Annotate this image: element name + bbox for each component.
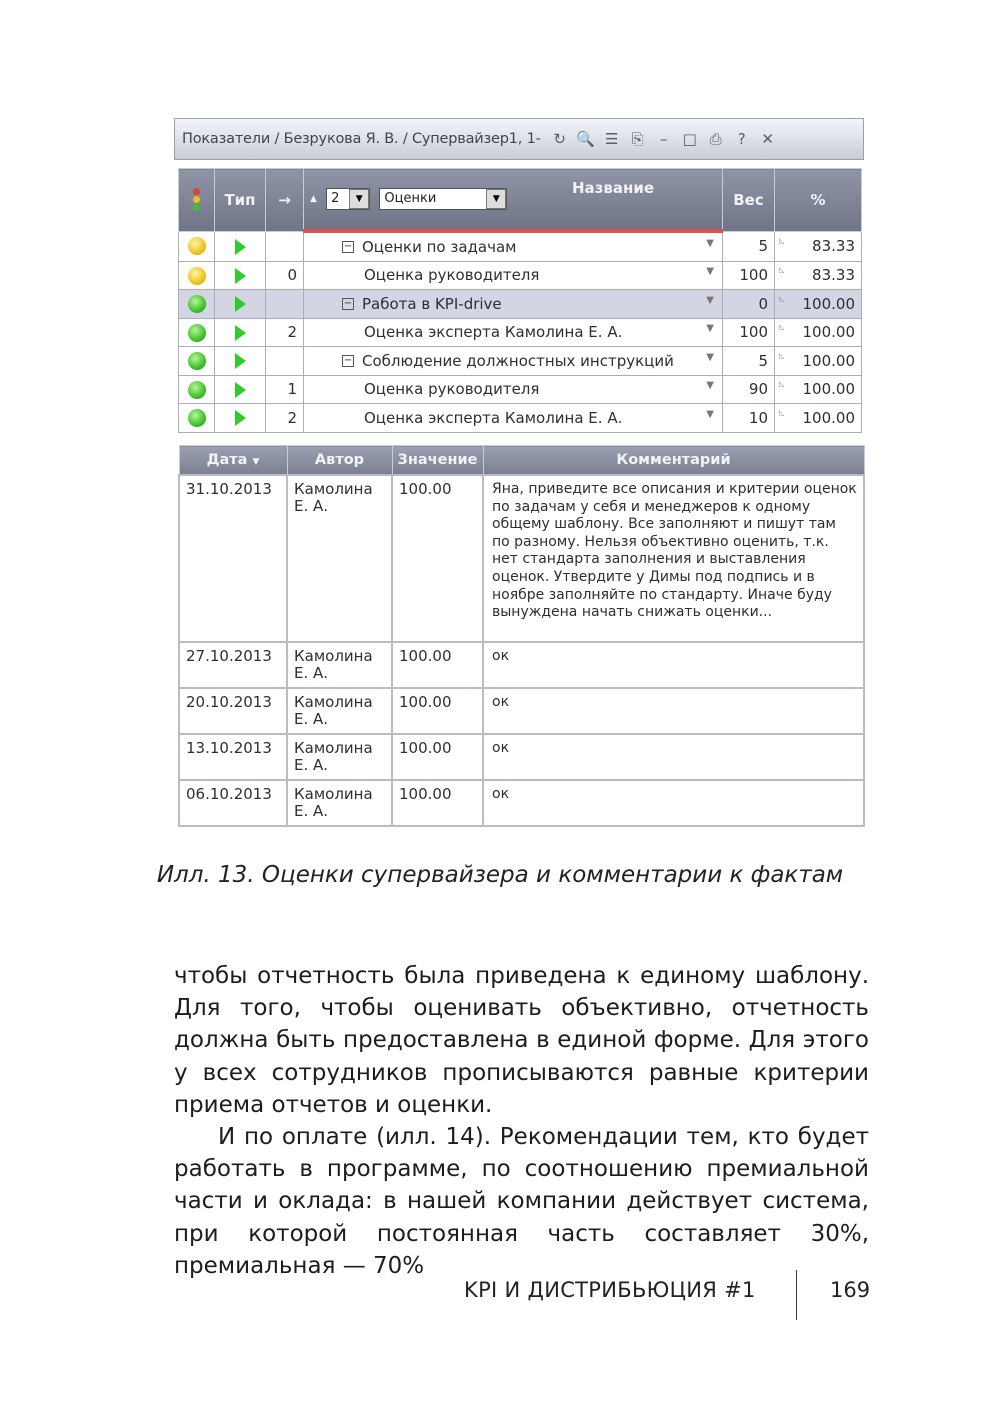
corner-mark-icon: ◺ [779, 323, 785, 332]
indicator-name-cell[interactable] [304, 261, 723, 290]
indicator-name-cell[interactable] [304, 375, 723, 404]
play-icon[interactable] [235, 268, 246, 284]
order-cell: 2 [266, 318, 304, 347]
type-cell[interactable] [215, 404, 266, 433]
percent-value: 100.00 [802, 294, 855, 313]
play-icon[interactable] [235, 353, 246, 369]
comment-column-header[interactable]: Комментарий [483, 446, 864, 476]
weight-cell[interactable]: 100 [723, 261, 775, 290]
play-icon[interactable] [235, 296, 246, 312]
dropdown-arrow-icon[interactable]: ▼ [706, 408, 714, 420]
comment-cell: ок [483, 688, 864, 734]
indicator-name: Оценка эксперта Камолина Е. А. [364, 408, 623, 427]
status-cell [179, 261, 215, 290]
search-icon[interactable]: 🔍 [576, 130, 596, 148]
name-column-label: Название [572, 179, 655, 197]
date-column-header[interactable] [179, 446, 287, 476]
indicator-row[interactable] [179, 347, 862, 376]
date-cell: 06.10.2013 [179, 780, 287, 826]
type-cell[interactable] [215, 318, 266, 347]
percent-cell [775, 261, 862, 290]
percent-value: 100.00 [802, 351, 855, 370]
play-icon[interactable] [235, 382, 246, 398]
refresh-icon[interactable]: ↻ [553, 130, 566, 148]
author-column-header[interactable]: Автор [287, 446, 392, 476]
weight-cell[interactable]: 100 [723, 318, 775, 347]
indicator-name-cell[interactable] [304, 404, 723, 433]
weight-cell[interactable]: 90 [723, 375, 775, 404]
comment-row[interactable] [179, 734, 864, 780]
status-cell [179, 347, 215, 376]
arrow-column-header[interactable]: → [266, 169, 304, 232]
dropdown-arrow-icon[interactable]: ▼ [706, 294, 714, 306]
sort-up-icon[interactable]: ▲ [310, 194, 317, 204]
status-green-icon [188, 381, 206, 399]
order-cell: 0 [266, 261, 304, 290]
indicator-name-cell[interactable] [304, 231, 723, 261]
indicator-name: Оценка руководителя [364, 380, 540, 399]
indicator-name-cell[interactable] [304, 318, 723, 347]
weight-cell[interactable]: 5 [723, 347, 775, 376]
footer-divider [796, 1270, 797, 1320]
comment-row[interactable] [179, 688, 864, 734]
dropdown-arrow-icon[interactable]: ▼ [706, 266, 714, 278]
collapse-icon[interactable]: − [343, 298, 353, 310]
help-icon[interactable]: ? [737, 130, 746, 148]
indicator-row[interactable] [179, 290, 862, 319]
window-titlebar [174, 118, 864, 160]
indicator-name-cell[interactable] [304, 290, 723, 319]
indicator-name: Оценка руководителя [364, 266, 540, 285]
weight-cell[interactable]: 0 [723, 290, 775, 319]
weight-cell[interactable]: 5 [723, 231, 775, 261]
indicator-row[interactable] [179, 404, 862, 433]
status-cell [179, 231, 215, 261]
status-green-icon [188, 409, 206, 427]
traffic-light-icon [193, 188, 200, 211]
value-cell: 100.00 [392, 688, 483, 734]
level-select-value: 2 [331, 191, 340, 206]
status-yellow-icon [188, 237, 206, 255]
percent-value: 100.00 [802, 323, 855, 342]
value-cell: 100.00 [392, 734, 483, 780]
figure-caption: Илл. 13. Оценки супервайзера и комментарии к фактам [156, 862, 844, 888]
percent-value: 83.33 [812, 237, 855, 255]
type-cell[interactable] [215, 261, 266, 290]
percent-cell [775, 290, 862, 319]
dropdown-arrow-icon[interactable]: ▼ [706, 323, 714, 335]
percent-value: 100.00 [802, 408, 855, 427]
percent-column-header[interactable]: % [775, 169, 862, 232]
group-select-value: Оценки [384, 191, 437, 206]
author-cell: Камолина Е. А. [287, 688, 392, 734]
author-cell: Камолина Е. А. [287, 475, 392, 642]
chevron-down-icon[interactable]: ▼ [349, 189, 369, 209]
maximize-icon[interactable]: □ [682, 130, 697, 148]
play-icon[interactable] [235, 325, 246, 341]
indicators-header-row [179, 169, 862, 232]
type-cell[interactable] [215, 347, 266, 376]
comment-cell: ок [483, 780, 864, 826]
type-cell[interactable] [215, 375, 266, 404]
status-cell [179, 318, 215, 347]
group-select[interactable] [379, 188, 507, 210]
date-cell: 20.10.2013 [179, 688, 287, 734]
indicator-name: Оценки по задачам [362, 237, 517, 256]
list-icon[interactable]: ☰ [604, 130, 619, 148]
collapse-icon[interactable]: − [343, 355, 353, 367]
print-icon[interactable]: ⎙ [709, 130, 722, 148]
status-green-icon [188, 295, 206, 313]
minimize-icon[interactable]: – [659, 130, 668, 148]
status-green-icon [188, 352, 206, 370]
comment-row[interactable] [179, 475, 864, 642]
window-title: Показатели / Безрукова Я. В. / Супервайзер1, 1- [182, 131, 541, 147]
name-column-header[interactable] [304, 169, 723, 232]
level-select[interactable] [326, 188, 370, 210]
order-cell: 1 [266, 375, 304, 404]
comments-table [178, 445, 865, 827]
corner-mark-icon: ◺ [779, 266, 785, 275]
type-cell[interactable] [215, 290, 266, 319]
indicator-name: Работа в KPI-drive [362, 294, 502, 313]
percent-cell [775, 347, 862, 376]
paragraph-1: чтобы отчетность была приведена к единому шаблону. Для того, чтобы оценивать объективно, отчетность должна быть предоставлена в единой форме. Для этого у всех сотрудников прописываются равные критерии приема отчетов и оценки. [174, 963, 869, 1118]
indicator-row[interactable] [179, 261, 862, 290]
status-cell [179, 375, 215, 404]
kpi-window [174, 118, 864, 836]
dropdown-arrow-icon[interactable]: ▼ [706, 380, 714, 392]
running-title: KPI И ДИСТРИБЬЮЦИЯ #1 [464, 1278, 756, 1302]
window-toolbar [547, 129, 781, 149]
status-green-icon [188, 324, 206, 342]
corner-mark-icon: ◺ [779, 380, 785, 389]
paragraph-2: И по оплате (илл. 14). Рекомендации тем, кто будет работать в программе, по соотношению премиальной части и оклада: в нашей компании действует система, при которой постоянная часть составляет 30%, премиальная — 70% [174, 1124, 869, 1279]
comment-row[interactable] [179, 642, 864, 688]
chevron-down-icon[interactable]: ▼ [486, 189, 506, 209]
collapse-icon[interactable]: − [343, 241, 353, 253]
value-column-header[interactable]: Значение [392, 446, 483, 476]
corner-mark-icon: ◺ [779, 351, 785, 360]
play-icon[interactable] [235, 239, 246, 255]
comment-row[interactable] [179, 780, 864, 826]
value-cell: 100.00 [392, 780, 483, 826]
corner-mark-icon: ◺ [779, 408, 785, 417]
comments-header-row [179, 446, 864, 476]
weight-cell[interactable]: 10 [723, 404, 775, 433]
close-icon[interactable]: ✕ [761, 130, 774, 148]
sort-down-icon[interactable]: ▼ [252, 457, 260, 467]
order-cell: 2 [266, 404, 304, 433]
percent-cell [775, 231, 862, 261]
status-cell [179, 290, 215, 319]
percent-value: 83.33 [812, 266, 855, 285]
play-icon[interactable] [235, 410, 246, 426]
indicator-name-cell[interactable] [304, 347, 723, 376]
order-cell [266, 231, 304, 261]
indicator-row[interactable] [179, 375, 862, 404]
corner-mark-icon: ◺ [779, 294, 785, 303]
csv-export-icon[interactable]: ⎘ [631, 130, 644, 148]
value-cell: 100.00 [392, 642, 483, 688]
date-cell: 27.10.2013 [179, 642, 287, 688]
dropdown-arrow-icon[interactable]: ▼ [706, 351, 714, 363]
dropdown-arrow-icon[interactable]: ▼ [706, 237, 714, 249]
status-cell [179, 404, 215, 433]
percent-cell [775, 375, 862, 404]
author-cell: Камолина Е. А. [287, 780, 392, 826]
indicator-name: Соблюдение должностных инструкций [362, 351, 674, 370]
date-cell: 31.10.2013 [179, 475, 287, 642]
order-cell [266, 290, 304, 319]
percent-cell [775, 404, 862, 433]
comment-cell: ок [483, 642, 864, 688]
weight-column-header[interactable]: Вес [723, 169, 775, 232]
status-yellow-icon [188, 267, 206, 285]
author-cell: Камолина Е. А. [287, 734, 392, 780]
indicator-name: Оценка эксперта Камолина Е. А. [364, 323, 623, 342]
corner-mark-icon: ◺ [779, 237, 785, 245]
value-cell: 100.00 [392, 475, 483, 642]
percent-cell [775, 318, 862, 347]
indicator-row[interactable] [179, 231, 862, 261]
indicators-table [178, 168, 862, 433]
percent-value: 100.00 [802, 380, 855, 399]
comment-cell: ок [483, 734, 864, 780]
order-cell [266, 347, 304, 376]
date-column-label: Дата [206, 452, 248, 468]
type-cell[interactable] [215, 231, 266, 261]
comment-cell: Яна, приведите все описания и критерии оценок по задачам у себя и менеджеров к одному общему шаблону. Все заполняют и пишут там по разному. Нельзя объективно оценить, т.к. нет стандарта заполнения и выставления оценок. Утвердите у Димы под подпись и в ноябре заполняйте по стандарту. Иначе буду вынуждена начать снижать оценки... [483, 475, 864, 642]
status-column-header[interactable] [179, 169, 215, 232]
date-cell: 13.10.2013 [179, 734, 287, 780]
author-cell: Камолина Е. А. [287, 642, 392, 688]
page-number: 169 [830, 1278, 871, 1302]
type-column-header[interactable]: Тип [215, 169, 266, 232]
indicator-row[interactable] [179, 318, 862, 347]
